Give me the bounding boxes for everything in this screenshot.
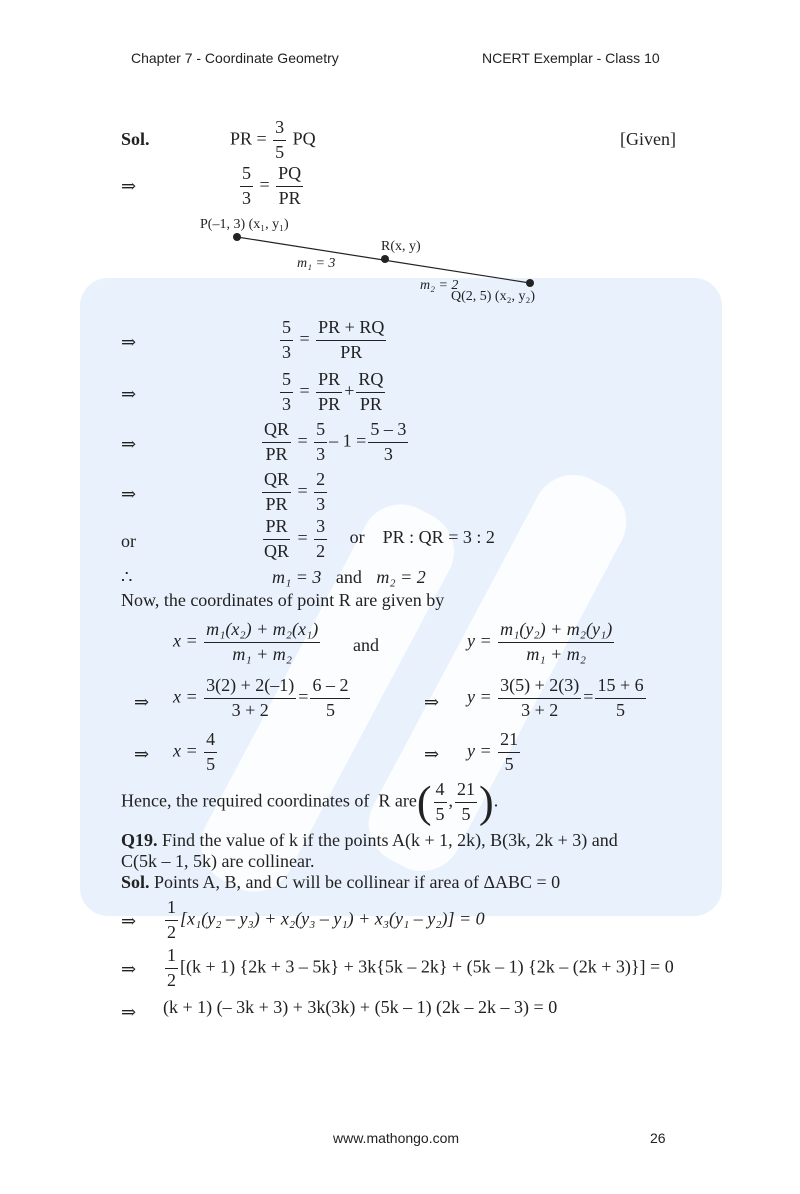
- implies-arrow: ⇒: [121, 484, 137, 504]
- eq-text: PR =: [230, 128, 272, 149]
- section-formula-y: y = $\frac{\text{m₁(y₂) + m₂(y₁)}}{\text{m₁ + m₂}}$: [467, 619, 613, 664]
- point-q: [526, 279, 534, 287]
- section-formula-x: x = $\frac{\text{m₁(x₂) + m₂(x₁)}}{\text{m₁ + m₂}}$: [173, 619, 319, 664]
- equation-step5: $\frac{QR}{PR}$ = $\frac{2}{3}$: [264, 469, 326, 514]
- and-label: and: [353, 635, 379, 655]
- ratio-values: m₁ = 3 and m₂ = 2: [272, 567, 426, 587]
- given-note: [Given]: [620, 129, 676, 149]
- equation-step6: $\frac{PR}{QR}$ = $\frac{3}{2}$ or PR : QR = 3 : 2: [264, 516, 495, 561]
- result-y: y = $\frac{21}{5}$: [467, 729, 519, 774]
- point-r: [381, 255, 389, 263]
- implies-arrow: ⇒: [424, 692, 440, 712]
- substituted-formula: $\frac{1}{2}$ [(k + 1) {2k + 3 – 5k} + 3k{5k – 2k} + (5k – 1) {2k – (2k + 3)}] = 0: [167, 945, 674, 990]
- q19-solution: Sol. Points A, B, and C will be collinear if area of ΔABC = 0: [121, 872, 561, 892]
- point-r-label: R(x, y): [381, 239, 421, 254]
- sol-label: Sol.: [121, 129, 150, 149]
- conclusion-text: Hence, the required coordinates of R are( $\frac{4}{5}$ , $\frac{21}{5}$ ).: [121, 777, 499, 827]
- point-p: [233, 233, 241, 241]
- equation-step1: $\frac{5}{3}$ = $\frac{PQ}{PR}$: [242, 163, 302, 208]
- paragraph-now: Now, the coordinates of point R are given by: [121, 590, 445, 610]
- or-label: or: [121, 531, 136, 551]
- equation-step3: $\frac{5}{3}$ = $\frac{PR}{PR}$ + $\frac{RQ}{PR}$: [282, 369, 384, 414]
- implies-arrow: ⇒: [121, 332, 137, 352]
- book-title: NCERT Exemplar - Class 10: [482, 50, 660, 66]
- point-q-label: Q(2, 5) (x₂, y₂): [451, 289, 536, 304]
- equation-step2: $\frac{5}{3}$ = $\frac{PR + RQ}{PR}$: [282, 317, 385, 362]
- line-segment-diagram: [0, 0, 800, 320]
- implies-arrow: ⇒: [121, 384, 137, 404]
- question-19-cont: C(5k – 1, 5k) are collinear.: [121, 851, 315, 871]
- chapter-title: Chapter 7 - Coordinate Geometry: [131, 50, 339, 66]
- implies-arrow: ⇒: [121, 1002, 137, 1022]
- calc-x: x = $\frac{3(2) + 2(-1)}{3 + 2}$ = $\frac{6 - 2}{5}$: [173, 675, 349, 720]
- implies-arrow: ⇒: [134, 692, 150, 712]
- m1-label: m₁ = 3: [297, 256, 336, 271]
- fraction: $\frac{3}{5}$: [275, 117, 285, 162]
- implies-arrow: ⇒: [121, 434, 137, 454]
- m2-label: m₂ = 2: [420, 278, 459, 293]
- page-number: 26: [650, 1130, 666, 1146]
- implies-arrow: ⇒: [134, 744, 150, 764]
- equation-step4: $\frac{QR}{PR}$ = $\frac{5}{3}$ – 1 = $\frac{5 - 3}{3}$: [264, 419, 407, 464]
- implies-arrow: ⇒: [121, 911, 137, 931]
- website-link[interactable]: www.mathongo.com: [333, 1130, 460, 1146]
- therefore-symbol: ∴: [121, 567, 133, 587]
- result-x: x = $\frac{4}{5}$: [173, 729, 216, 774]
- area-formula: $\frac{1}{2}$ [x₁(y₂ – y₃) + x₂(y₃ – y₁) + x₃(y₁ – y₂)] = 0: [167, 897, 485, 942]
- implies-arrow: ⇒: [424, 744, 440, 764]
- implies-arrow: ⇒: [121, 959, 137, 979]
- point-p-label: P(–1, 3) (x₁, y₁): [200, 217, 289, 232]
- question-19: Q19. Find the value of k if the points A(k + 1, 2k), B(3k, 2k + 3) and: [121, 830, 618, 850]
- simplified-equation: (k + 1) (– 3k + 3) + 3k(3k) + (5k – 1) (2k – 2k – 3) = 0: [163, 997, 558, 1017]
- implies-arrow: ⇒: [121, 176, 137, 196]
- eq-text: PQ: [292, 128, 316, 149]
- calc-y: y = $\frac{3(5) + 2(3)}{3 + 2}$ = $\frac{15 + 6}{5}$: [467, 675, 644, 720]
